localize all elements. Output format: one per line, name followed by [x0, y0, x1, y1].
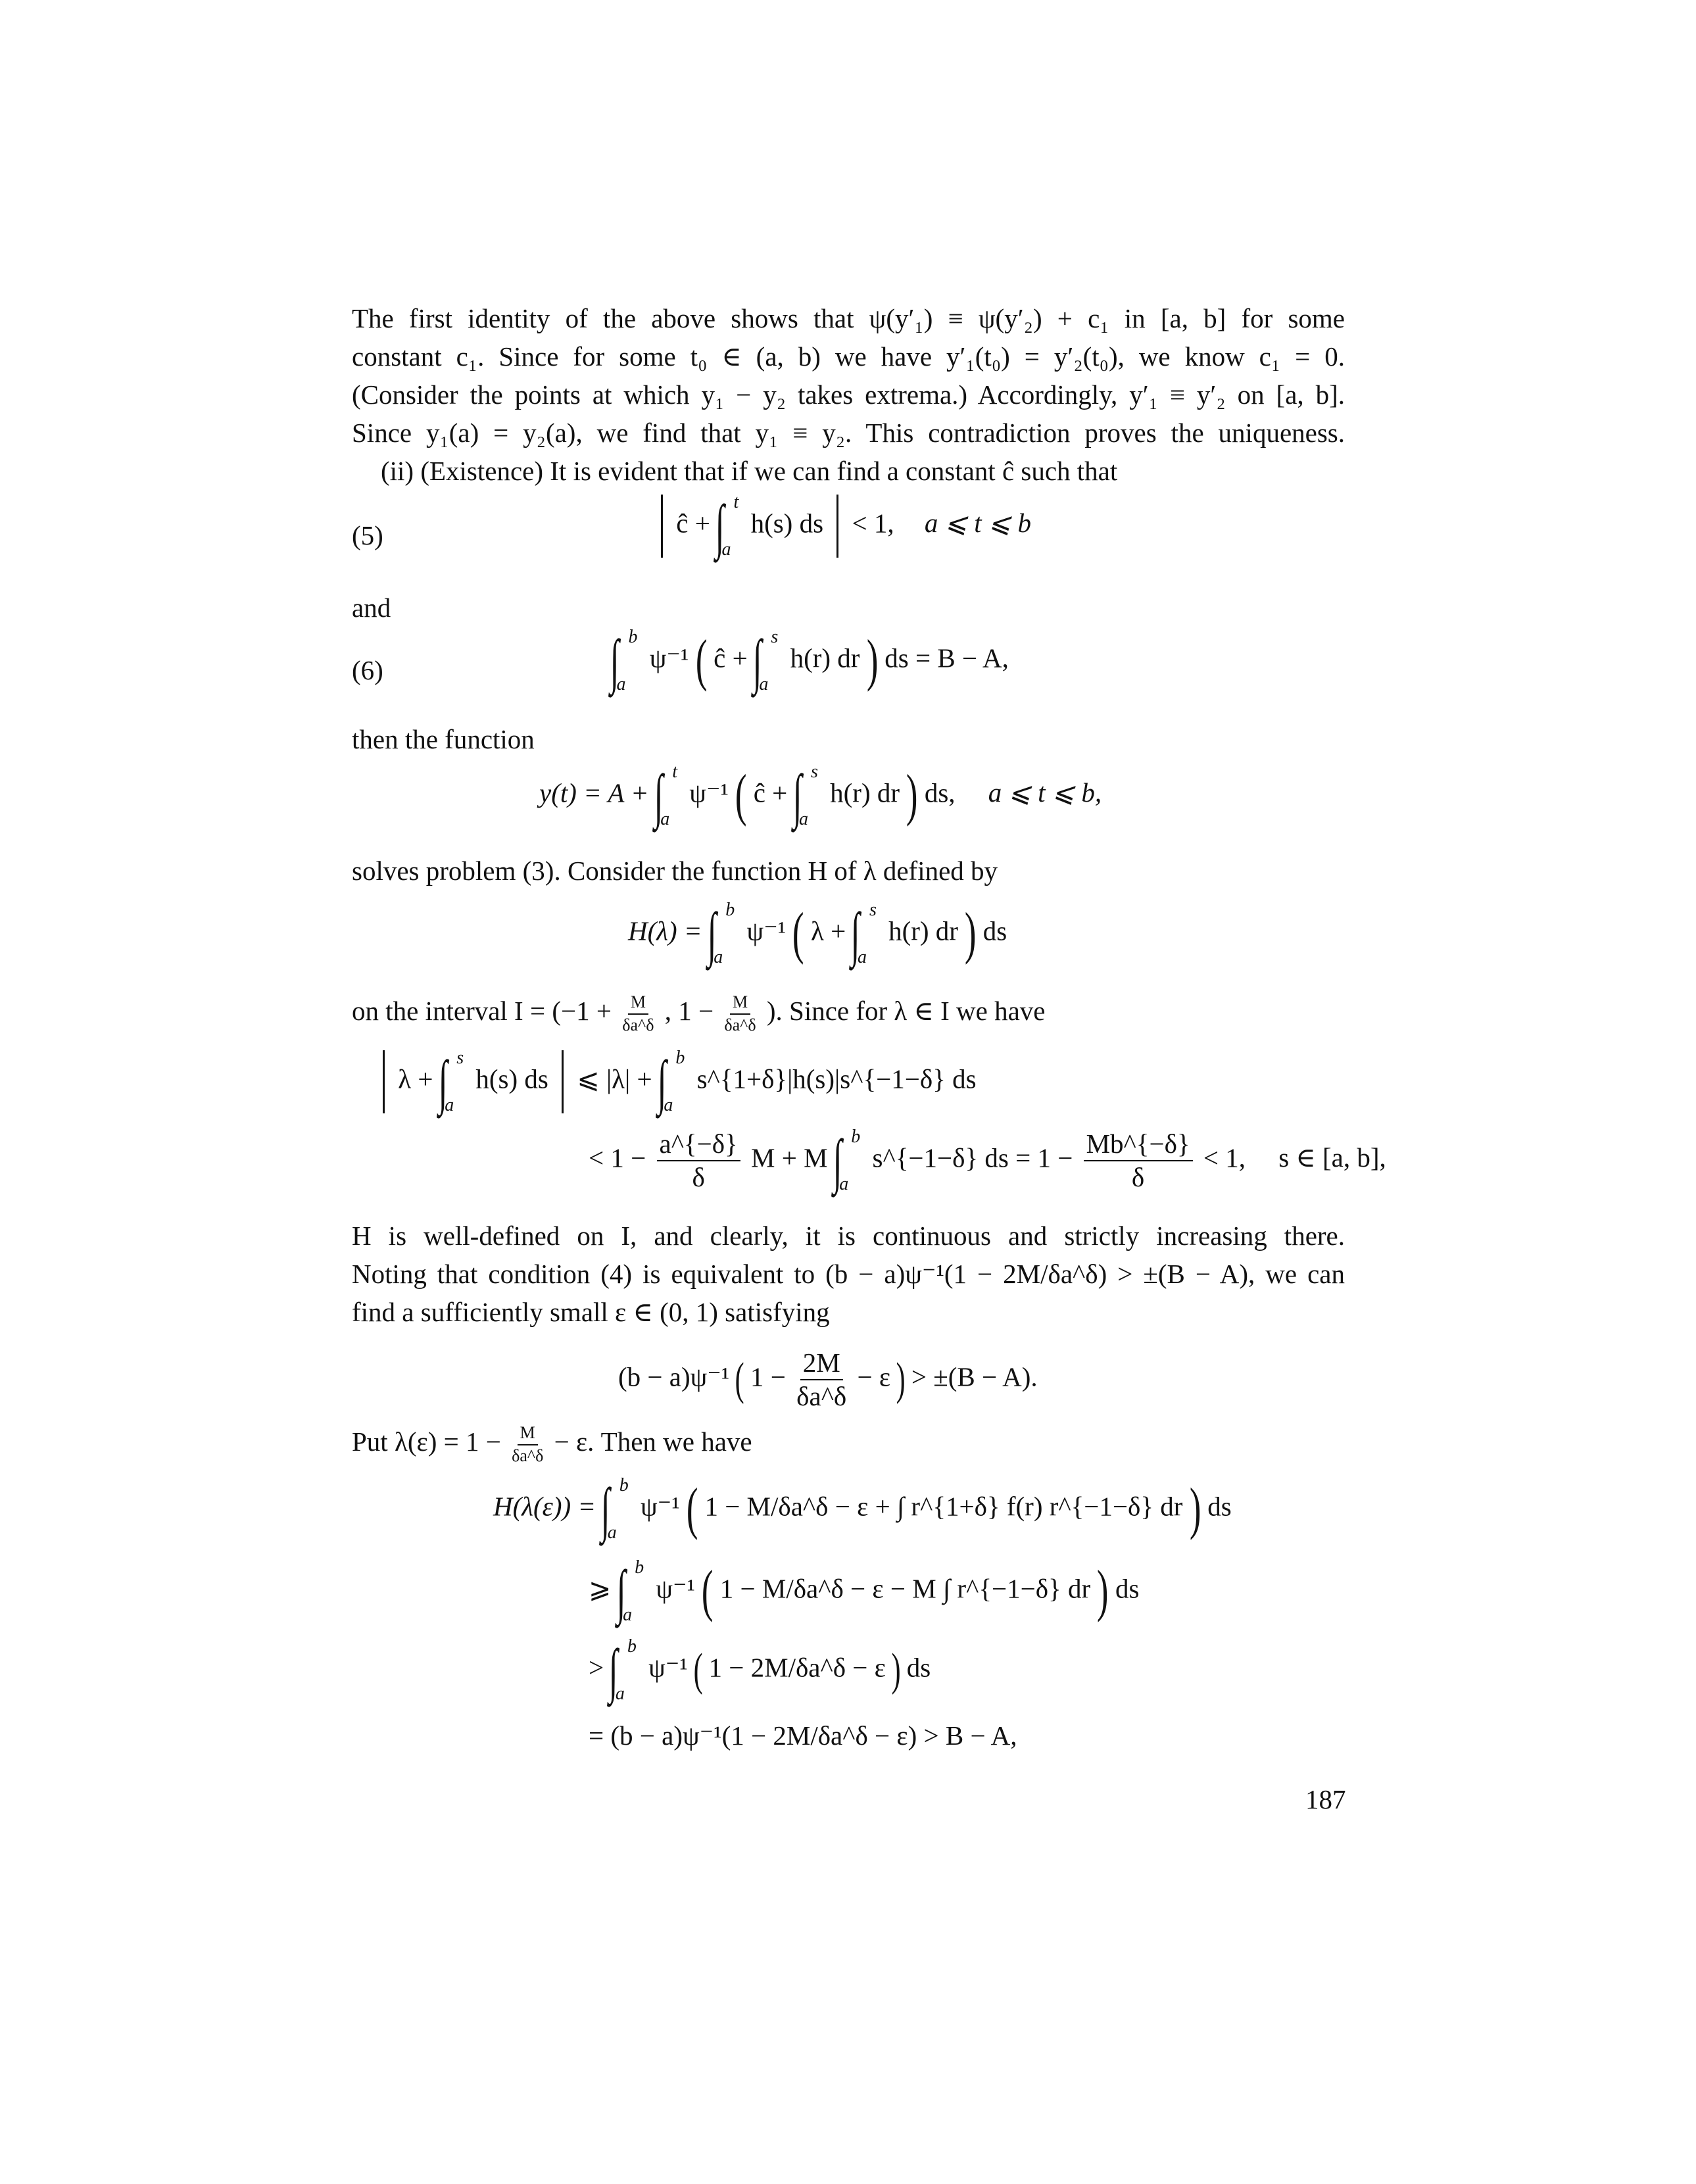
fraction: $\frac{a\^{}\{-\delta\}}{\delta}$ — [657, 1129, 740, 1192]
psi-inverse: ψ⁻¹ — [746, 915, 787, 946]
paren-left: ( — [695, 629, 708, 692]
inequality-line-1: λ + ∫ s a h(s) ds ⩽ |λ| + ∫ b a s^{1+δ}|h(s)|s^{−1−δ} ds — [376, 1049, 977, 1115]
fraction: $\frac{2M}{\delta a\^{}\delta}$ — [796, 1347, 847, 1412]
equation-6 — [612, 628, 1009, 694]
eq5-range: a ⩽ t ⩽ b — [924, 508, 1032, 539]
integral-sign: ∫ — [616, 1558, 626, 1625]
fraction: $\frac{Mb\^{}\{-\delta\}}{\delta}$ — [1084, 1129, 1193, 1192]
text-line: H is well-defined on I, and clearly, it is continuous and strictly increasing there. — [352, 1221, 1345, 1251]
integral-limits: t a — [660, 762, 678, 829]
abs-bar-left — [383, 1050, 385, 1113]
paren-right: ) — [906, 764, 918, 827]
integral-sign: ∫ — [657, 1048, 667, 1115]
eqy-integrand: h(r) dr — [830, 777, 900, 808]
text-interval: on the interval I = (−1 + $\frac{M}{\delta a\^{}\delta}$ , 1 − $\frac{M}{\delta a\^{}\delta}$ ). Since for λ ∈ I we have — [352, 992, 1046, 1034]
eq6-inner: ĉ + — [714, 643, 748, 673]
integral-limits: b a — [839, 1127, 861, 1194]
eqH-rhs: ds — [982, 915, 1007, 946]
abs-bar-left — [661, 495, 663, 558]
integral-sign: ∫ — [752, 627, 762, 694]
eq5-integrand: h(s) ds — [750, 508, 824, 539]
chain-line-1: H(λ(ε)) = ∫ b a ψ⁻¹ ( 1 − M/δa^δ − ε + ∫ r^{1+δ} f(r) r^{−1−δ} dr ) ds — [493, 1475, 1232, 1543]
integral-limits: b a — [664, 1048, 685, 1115]
integral-limits: s a — [798, 762, 818, 829]
text-and: and — [352, 593, 391, 623]
chain-line-4: = (b − a)ψ⁻¹(1 − 2M/δa^δ − ε) > B − A, — [589, 1720, 1017, 1751]
fraction: $\frac{M}{\delta a\^{}\delta}$ — [622, 992, 654, 1034]
text-line: (Consider the points at which y₁ − y₂ takes extrema.) Accordingly, y′₁ ≡ y′₂ on [a, b]. — [352, 379, 1345, 410]
paren-right: ) — [965, 902, 977, 965]
paren-right: ) — [866, 629, 879, 692]
integral-sign: ∫ — [707, 900, 717, 967]
page-number: 187 — [1305, 1784, 1346, 1814]
integral-sign: ∫ — [609, 1637, 618, 1704]
chain-line-2: ⩾ ∫ b a ψ⁻¹ ( 1 − M/δa^δ − ε − M ∫ r^{−1−δ} dr ) ds — [589, 1557, 1140, 1625]
integral-limits: s a — [857, 900, 877, 967]
text-put: Put λ(ε) = 1 − $\frac{M}{\delta a\^{}\delta}$ − ε. Then we have — [352, 1423, 752, 1465]
text-line: constant c₁. Since for some t₀ ∈ (a, b) we have y′₁(t₀) = y′₂(t₀), we know c₁ = 0. — [352, 341, 1345, 372]
integral-sign: ∫ — [438, 1048, 448, 1115]
integral-limits: t a — [721, 492, 739, 560]
eqH-lhs: H(λ) = — [628, 915, 702, 946]
paragraph-well-defined — [352, 1217, 1345, 1331]
chain-line-3: > ∫ b a ψ⁻¹ ( 1 − 2M/δa^δ − ε ) ds — [589, 1636, 931, 1704]
text-then: then the function — [352, 724, 535, 754]
eqH-inner: λ + — [810, 915, 846, 946]
integral-sign: ∫ — [833, 1127, 842, 1194]
paren-left: ( — [735, 764, 747, 827]
abs-bar-right — [836, 495, 838, 558]
text-line: The first identity of the above shows that ψ(y′₁) ≡ ψ(y′₂) + c₁ in [a, b] for some — [352, 303, 1345, 333]
text-line: Noting that condition (4) is equivalent to (b − a)ψ⁻¹(1 − 2M/δa^δ) > ±(B − A), we can — [352, 1259, 1345, 1289]
integral-sign: ∫ — [600, 1476, 610, 1543]
equation-H — [628, 901, 1007, 967]
eqy-rhs: ds, — [924, 777, 956, 808]
integral-sign: ∫ — [715, 493, 725, 560]
equation-number-6: (6) — [352, 655, 383, 685]
eq6-rhs: ds = B − A, — [884, 643, 1009, 673]
integral-sign: ∫ — [792, 762, 802, 829]
integral-limits: b a — [616, 627, 638, 694]
equation-y — [539, 763, 1102, 829]
abs-bar-right — [562, 1050, 564, 1113]
text-line: find a sufficiently small ε ∈ (0, 1) satisfying — [352, 1297, 830, 1327]
inequality-line-2: < 1 − $\frac{a\^{}\{-\delta\}}{\delta}$ M + M ∫ b a s^{−1−δ} ds = 1 − $\frac{Mb\^{}\{-\delta\}}{\delta}$ < 1, s ∈ [a, b], — [589, 1127, 1386, 1194]
psi-inverse: ψ⁻¹ — [689, 777, 729, 808]
integral-sign: ∫ — [851, 900, 861, 967]
equation-epsilon: (b − a)ψ⁻¹ ( 1 − $\frac{2M}{\delta a\^{}\delta}$ − ε ) > ±(B − A). — [618, 1347, 1038, 1412]
fraction: $\frac{M}{\delta a\^{}\delta}$ — [512, 1423, 544, 1465]
integral-sign: ∫ — [610, 627, 619, 694]
eq6-integrand: h(r) dr — [790, 643, 860, 673]
text-line: Since y₁(a) = y₂(a), we find that y₁ ≡ y₂. This contradiction proves the uniqueness. — [352, 418, 1345, 448]
eqy-range: a ⩽ t ⩽ b, — [988, 777, 1102, 808]
eq5-relation: < 1, — [852, 508, 894, 539]
integral-sign: ∫ — [654, 762, 664, 829]
integral-limits: s a — [759, 627, 779, 694]
integral-limits: s a — [445, 1048, 464, 1115]
equation-number-5: (5) — [352, 520, 383, 550]
psi-inverse: ψ⁻¹ — [649, 643, 689, 673]
paren-left: ( — [792, 902, 804, 965]
text-line-existence: (ii) (Existence) It is evident that if we can find a constant ĉ such that — [381, 456, 1118, 486]
eq5-inner: ĉ + — [676, 508, 710, 539]
paragraph-uniqueness — [352, 299, 1345, 490]
integral-limits: b a — [714, 900, 735, 967]
eqy-inner: ĉ + — [753, 777, 788, 808]
equation-5 — [654, 493, 1031, 559]
eqy-lhs: y(t) = A + — [539, 777, 649, 808]
text-solves: solves problem (3). Consider the function H of λ defined by — [352, 856, 998, 886]
eqH-integrand: h(r) dr — [888, 915, 958, 946]
fraction: $\frac{M}{\delta a\^{}\delta}$ — [724, 992, 756, 1034]
